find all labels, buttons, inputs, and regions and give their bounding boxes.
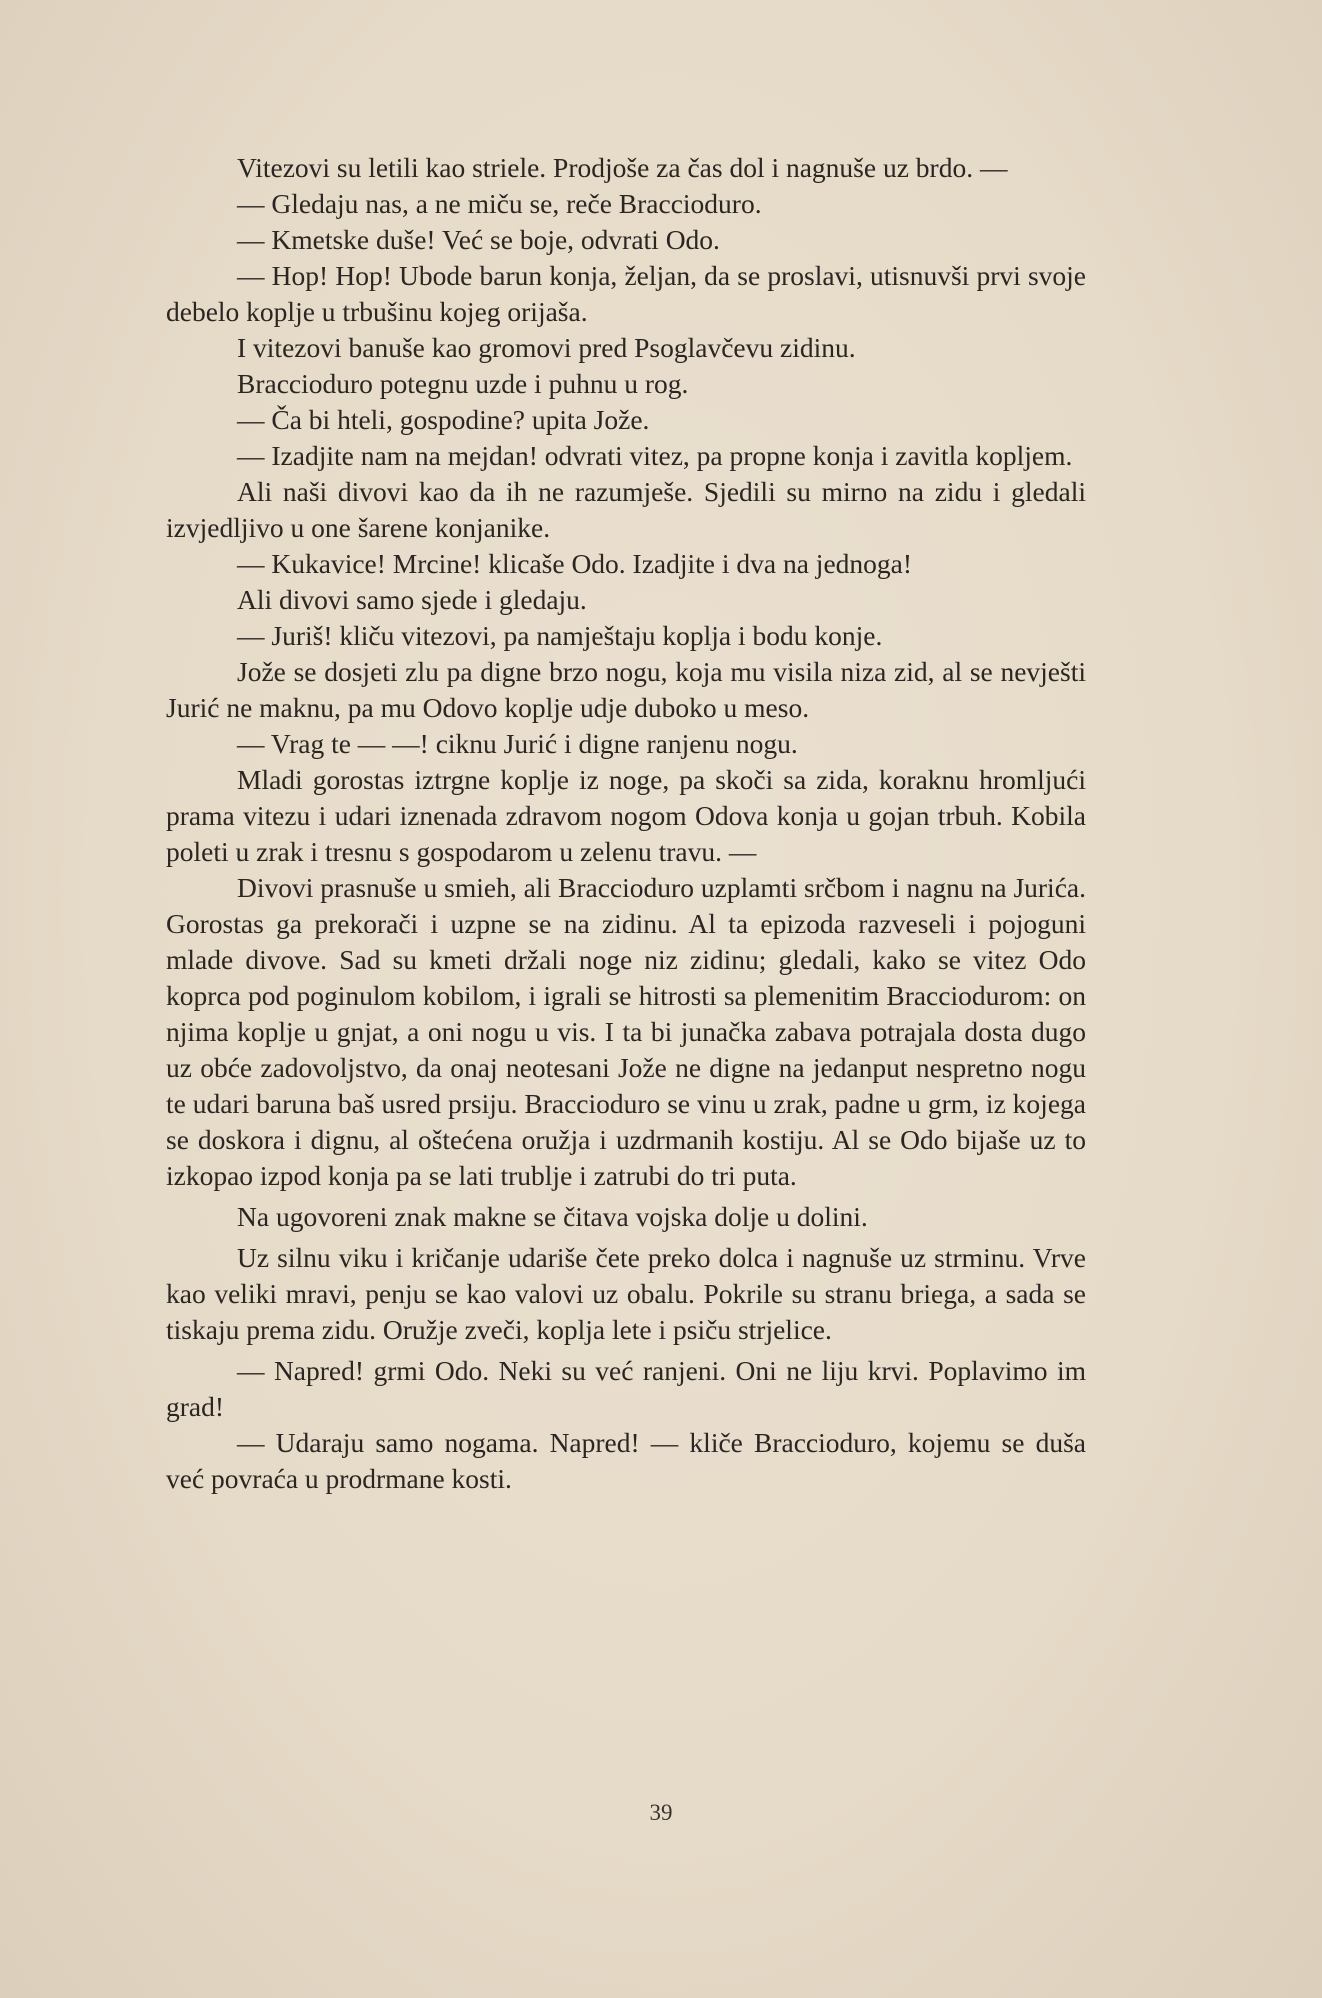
paragraph: — Ča bi hteli, gospodine? upita Jože. [237,404,650,435]
paragraph: Divovi prasnuše u smieh, ali Braccioduro uzplamti srčbom i nagnu na Jurića. Gorostas ga prekorači i uzpne se na zidinu. Al ta epizoda razveseli i pojoguni mlade divove. Sad su kmeti držali noge niz zidinu; gledali, kako se vitez Odo koprca pod poginulom kobilom, i igrali se hitrosti sa plemenitim Bracciodurom: on njima koplje u gnjat, a oni nogu u vis. I ta bi junačka zabava potrajala dosta dugo uz obće zadovoljstvo, da onaj neotesani Jože ne digne na jedanput nespretno nogu te udari baruna baš usred prsiju. Braccioduro se vinu u zrak, padne u grm, iz kojega se doskora i dignu, al oštećena oružja i uzdrmanih kostiju. Al se Odo bijaše uz to izkopao izpod konja pa se lati trublje i zatrubi do tri puta. [166,872,1086,1191]
paragraph: — Kmetske duše! Već se boje, odvrati Odo. [237,224,720,255]
paragraph: — Izadjite nam na mejdan! odvrati vitez, pa propne konja i zavitla kopljem. [237,440,1073,471]
page-number: 39 [649,1800,673,1825]
paragraph: — Udaraju samo nogama. Napred! — kliče Braccioduro, kojemu se duša već povraća u prodrmane kosti. [166,1427,1086,1494]
paragraph: Mladi gorostas iztrgne koplje iz noge, pa skoči sa zida, koraknu hromljući prama vitezu i udari iznenada zdravom nogom Odova konja u gojan trbuh. Kobila poleti u zrak i tresnu s gospodarom u zelenu travu. — [166,764,1086,867]
paragraph: Ali naši divovi kao da ih ne razumješe. Sjedili su mirno na zidu i gledali izvjedljivo u one šarene konjanike. [166,476,1086,543]
paragraph: Uz silnu viku i kričanje udariše čete preko dolca i nagnuše uz strminu. Vrve kao veliki mravi, penju se kao valovi uz obalu. Pokrile su stranu briega, a sada se tiskaju prema zidu. Oružje zveči, koplja lete i psiču strjelice. [166,1242,1086,1345]
paragraph: Vitezovi su letili kao striele. Prodjoše za čas dol i nagnuše uz brdo. — [237,152,1008,183]
paragraph: I vitezovi banuše kao gromovi pred Psoglavčevu zidinu. [237,332,856,363]
paragraph: — Juriš! kliču vitezovi, pa namještaju koplja i bodu konje. [237,620,883,651]
paragraph: Na ugovoreni znak makne se čitava vojska dolje u dolini. [237,1201,868,1232]
paragraph: — Napred! grmi Odo. Neki su već ranjeni. Oni ne liju krvi. Poplavimo im grad! [166,1355,1086,1422]
paragraph: Jože se dosjeti zlu pa digne brzo nogu, koja mu visila niza zid, al se nevješti Jurić ne maknu, pa mu Odovo koplje udje duboko u meso. [166,656,1086,723]
body-text [166,150,1086,1497]
paragraph: — Gledaju nas, a ne miču se, reče Braccioduro. [237,188,762,219]
paragraph: Braccioduro potegnu uzde i puhnu u rog. [237,368,689,399]
paragraph: Ali divovi samo sjede i gledaju. [237,584,587,615]
paragraph: — Vrag te — —! ciknu Jurić i digne ranjenu nogu. [237,728,798,759]
paragraph: — Kukavice! Mrcine! klicaše Odo. Izadjite i dva na jednoga! [237,548,913,579]
paragraph: — Hop! Hop! Ubode barun konja, željan, da se proslavi, utisnuvši prvi svoje debelo koplje u trbušinu kojeg orijaša. [166,260,1086,327]
